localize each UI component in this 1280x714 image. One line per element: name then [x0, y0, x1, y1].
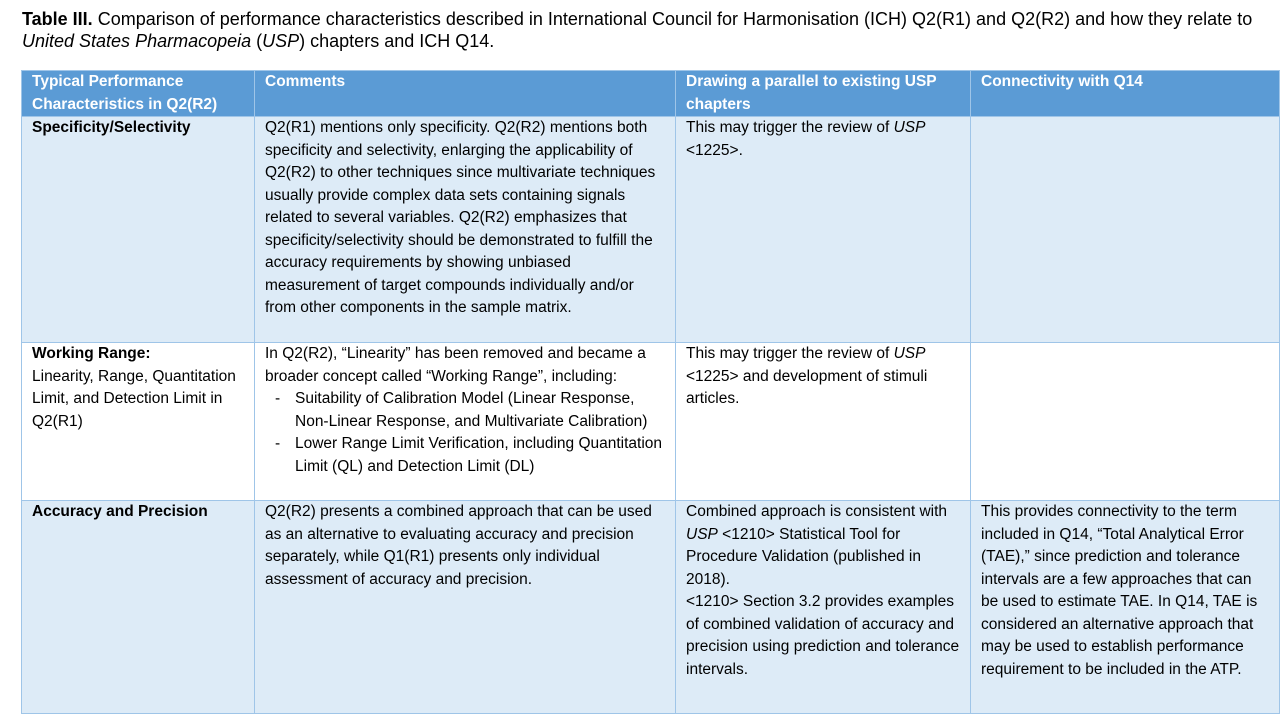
usp-italic: USP: [686, 525, 718, 543]
comments-cell: Q2(R1) mentions only specificity. Q2(R2) mentions both specificity and selectivity, enlarging the applicability of Q2(R2) to other techniques since multivariate techniques usually provide complex data sets containing signals related to several variables. Q2(R2) emphasizes that specificity/selectivity should be demonstrated to fulfill the accuracy requirements by showing unbiased measurement of target compounds individually and/or from other components in the sample matrix.: [255, 117, 676, 343]
usp-text: <1225> and development of stimuli articles.: [686, 367, 928, 407]
characteristic-title: Accuracy and Precision: [32, 503, 208, 520]
q14-cell: [971, 117, 1280, 343]
caption-usp-name: United States Pharmacopeia: [22, 31, 252, 51]
table-row: [22, 343, 1280, 501]
usp-text: This may trigger the review of: [686, 345, 894, 362]
comments-intro: In Q2(R2), “Linearity” has been removed and became a broader concept called “Working Range”, including:: [265, 345, 646, 385]
header-q14-connectivity: Connectivity with Q14: [971, 71, 1280, 117]
list-item: - Suitability of Calibration Model (Linear Response, Non-Linear Response, and Multivariate Calibration): [275, 388, 665, 433]
q14-cell: [971, 343, 1280, 501]
usp-cell: [676, 117, 971, 343]
comments-cell: [255, 343, 676, 501]
header-comments: Comments: [255, 71, 676, 117]
usp-italic: USP: [893, 345, 926, 362]
q14-cell: This provides connectivity to the term included in Q14, “Total Analytical Error (TAE),” since prediction and tolerance intervals are a few approaches that can be used to estimate TAE. In Q14, TAE is considered an alternative approach that may be used to establish performance requirement to be included in the ATP.: [971, 501, 1280, 714]
table-row: [22, 501, 1280, 714]
characteristic-cell: [22, 501, 255, 714]
usp-italic: USP: [893, 119, 926, 136]
header-usp-parallel: Drawing a parallel to existing USP chapters: [676, 71, 971, 117]
comments-cell: Q2(R2) presents a combined approach that can be used as an alternative to evaluating accuracy and precision separately, while Q1(R1) presents only individual assessment of accuracy and precision.: [255, 501, 676, 714]
characteristic-title: Working Range:: [32, 345, 151, 362]
characteristic-cell: [22, 343, 255, 501]
caption-text: (: [251, 31, 263, 51]
table-row: [22, 117, 1280, 343]
caption-usp-abbr: USP: [262, 31, 300, 51]
table-caption: [22, 8, 1262, 52]
usp-text: Combined approach is consistent with: [686, 503, 948, 520]
table-header-row: [22, 71, 1280, 117]
usp-extra: <1210> Section 3.2 provides examples of combined validation of accuracy and precision using prediction and tolerance intervals.: [686, 593, 960, 678]
caption-text: Comparison of performance characteristics described in International Council for Harmonisation (ICH) Q2(R1) and Q2(R2) and how they relate to: [92, 9, 1253, 29]
usp-text: <1210> Statistical Tool for Procedure Validation (published in 2018).: [686, 525, 921, 588]
caption-label: Table III.: [22, 9, 93, 29]
characteristic-cell: [22, 117, 255, 343]
usp-cell: [676, 343, 971, 501]
caption-text: ) chapters and ICH Q14.: [299, 31, 495, 51]
comparison-table: [21, 70, 1280, 714]
characteristic-subtitle: Linearity, Range, Quantitation Limit, and Detection Limit in Q2(R1): [32, 367, 236, 430]
characteristic-title: Specificity/Selectivity: [32, 119, 191, 136]
list-item: - Lower Range Limit Verification, including Quantitation Limit (QL) and Detection Limit (DL): [275, 433, 665, 478]
usp-cell: [676, 501, 971, 714]
header-characteristics: Typical Performance Characteristics in Q2(R2): [22, 71, 255, 117]
comments-list: [265, 388, 665, 478]
usp-text: <1225>.: [686, 141, 743, 159]
usp-text: This may trigger the review of: [686, 119, 894, 136]
